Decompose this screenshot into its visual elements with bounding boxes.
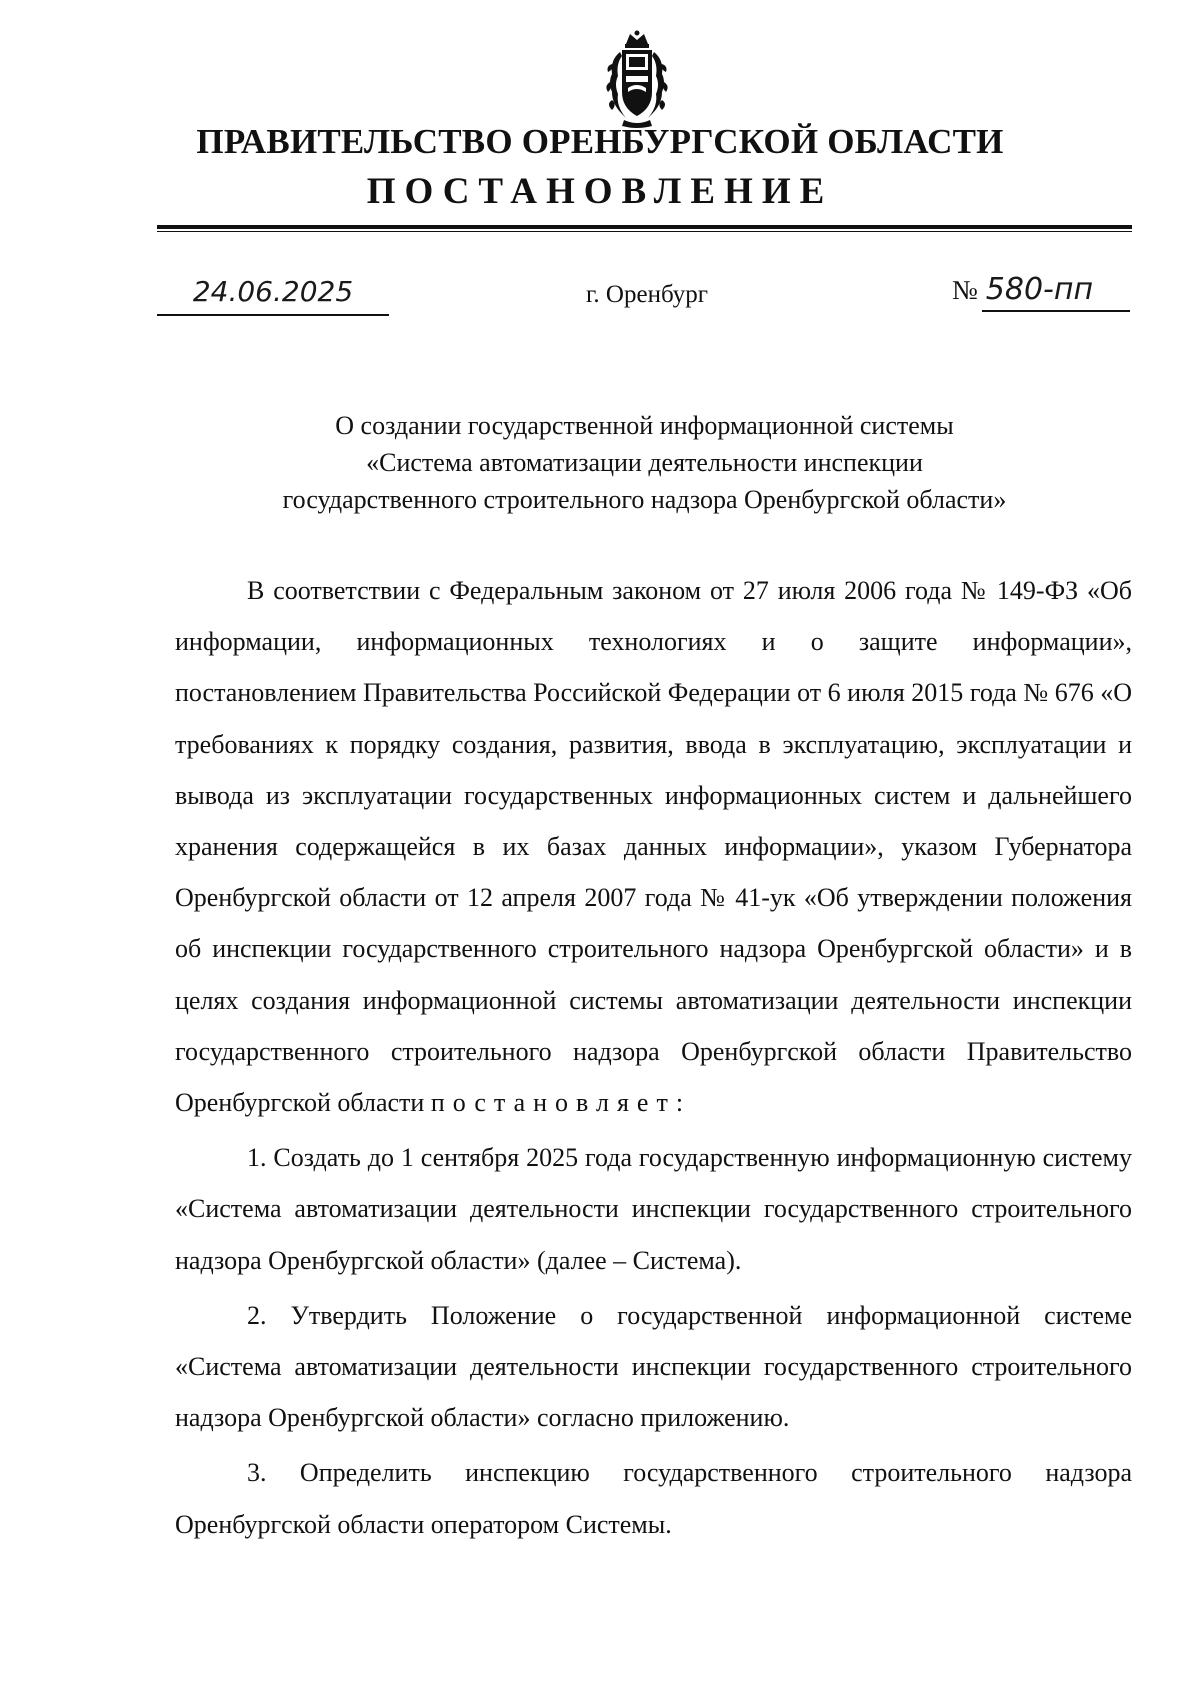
preamble-text: В соответствии с Федеральным законом от 27 июля 2006 года № 149-ФЗ «Об информации, информационных технологиях и о защите информации», постановлением Правительства Российской Федерации от 6 июля 2015 года № 676 «О требованиях к порядку создания, развития, ввода в эксплуатацию, эксплуатации и вывода из эксплуатации государственных информационных систем и дальнейшего хранения содержащейся в их базах данных информации», указом Губернатора Оренбургской области от 12 апреля 2007 года № 41-ук «Об утверждении положения об инспекции государственного строительного надзора Оренбургской области» и в целях создания информационной системы автоматизации деятельности инспекции государственного строительного надзора Оренбургской области Правительство Оренбургской области — [175, 576, 1132, 1118]
clause-2: 2. Утвердить Положение о государственной информационной системе «Система автоматизации деятельности инспекции государственного строительного надзора Оренбургской области» согласно приложению. — [175, 1300, 1132, 1433]
subject-line-2: «Система автоматизации деятельности инспекции — [366, 448, 923, 477]
document-body — [175, 565, 1132, 1550]
document-number — [952, 270, 1130, 314]
document-date: 24.06.2025 — [157, 270, 389, 316]
document-subject — [157, 407, 1132, 518]
number-sign: № — [952, 275, 978, 305]
coat-of-arms-icon — [602, 30, 672, 130]
decree-word: постановляет: — [430, 1088, 692, 1118]
preamble-paragraph — [175, 565, 1132, 1128]
header-divider-thin — [157, 231, 1132, 232]
document-type-title: ПОСТАНОВЛЕНИЕ — [366, 171, 834, 212]
subject-line-1: О создании государственной информационной системы — [335, 411, 954, 440]
number-value: 580-пп — [982, 270, 1130, 312]
subject-line-3: государственного строительного надзора Оренбургской области» — [282, 485, 1007, 514]
clause-1: 1. Создать до 1 сентября 2025 года государственную информационную систему «Система автоматизации деятельности инспекции государственного строительного надзора Оренбургской области» (далее – Система). — [175, 1143, 1132, 1275]
header-divider-thick — [157, 225, 1132, 229]
clause-3: 3. Определить инспекцию государственного строительного надзора Оренбургской области оператором Системы. — [175, 1458, 1132, 1539]
document-city: г. Оренбург — [586, 281, 708, 308]
organization-title: ПРАВИТЕЛЬСТВО ОРЕНБУРГСКОЙ ОБЛАСТИ — [196, 122, 1004, 161]
